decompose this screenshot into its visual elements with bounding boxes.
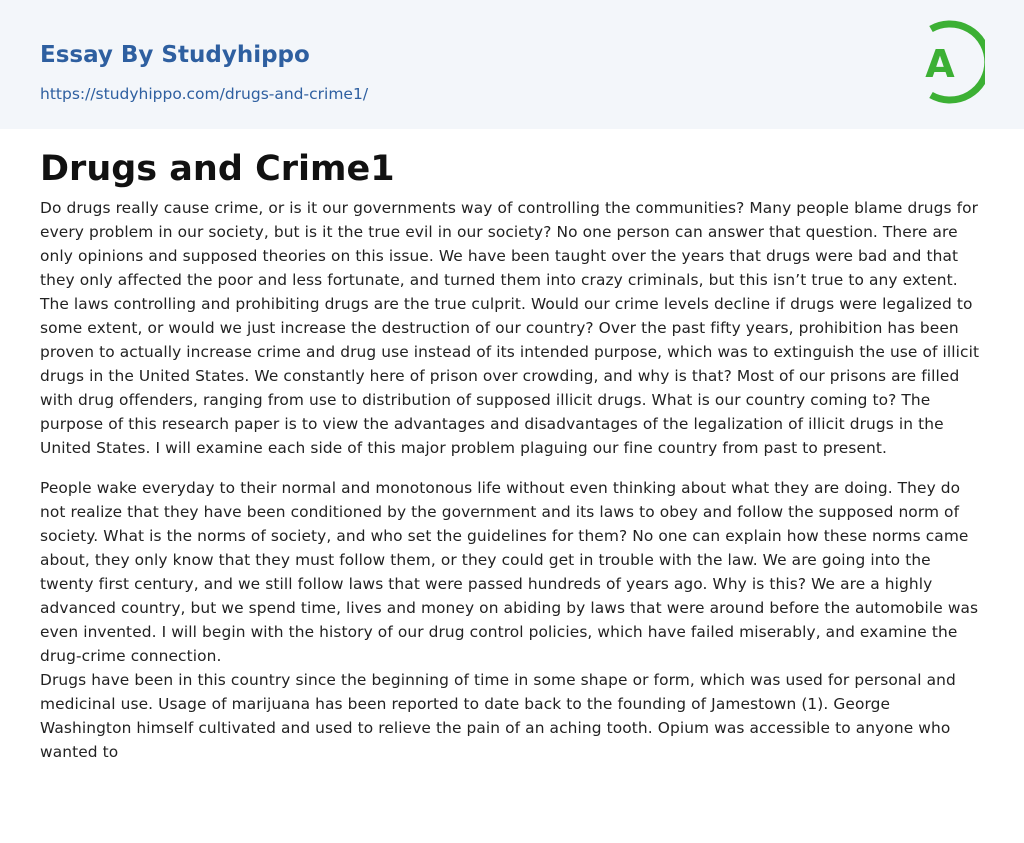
studyhippo-logo-icon[interactable] <box>913 20 985 104</box>
essay-url-link[interactable]: https://studyhippo.com/drugs-and-crime1/ <box>40 85 369 103</box>
logo-letter: A <box>925 42 955 86</box>
article-paragraph-2: People wake everyday to their normal and monotonous life without even thinking about what they are doing. They do not realize that they have been conditioned by the government and its laws to obey and follow the supposed norm of society. What is the norms of society, and who set the guidelines for them? No one can explain how these norms came about, they only know that they must follow them, or they could get in trouble with the law. We are going into the twenty first century, and we still follow laws that were passed hundreds of years ago. Why is this? We are a highly advanced country, but we spend time, lives and money on abiding by laws that were around before the automobile was even invented. I will begin with the history of our drug control policies, which have failed miserably, and examine the drug-crime connection. <box>40 479 979 665</box>
article-paragraph-1: Do drugs really cause crime, or is it our governments way of controlling the communities? Many people blame drugs for every problem in our society, but is it the true evil in our society? No one person can answer that question. There are only opinions and supposed theories on this issue. We have been taught over the years that drugs were bad and that they only affected the poor and less fortunate, and turned them into crazy criminals, but this isn’t true to any extent. The laws controlling and prohibiting drugs are the true culprit. Would our crime levels decline if drugs were legalized to some extent, or would we just increase the destruction of our country? Over the past fifty years, prohibition has been proven to actually increase crime and drug use instead of its intended purpose, which was to extinguish the use of illicit drugs in the United States. We constantly here of prison over crowding, and why is that? Most of our prisons are filled with drug offenders, ranging from use to distribution of supposed illicit drugs. What is our country coming to? The purpose of this research paper is to view the advantages and disadvantages of the legalization of illicit drugs in the United States. I will examine each side of this major problem plaguing our fine country from past to present. <box>40 199 980 457</box>
page-header <box>0 0 1024 129</box>
brand-title[interactable]: Essay By Studyhippo <box>40 42 310 68</box>
article <box>40 146 984 764</box>
article-paragraph-3: Drugs have been in this country since the beginning of time in some shape or form, which was used for personal and medicinal use. Usage of marijuana has been reported to date back to the founding of Jamestown (1). George Washington himself cultivated and used to relieve the pain of an aching tooth. Opium was accessible to anyone who wanted to <box>40 671 956 761</box>
article-title: Drugs and Crime1 <box>40 149 395 189</box>
